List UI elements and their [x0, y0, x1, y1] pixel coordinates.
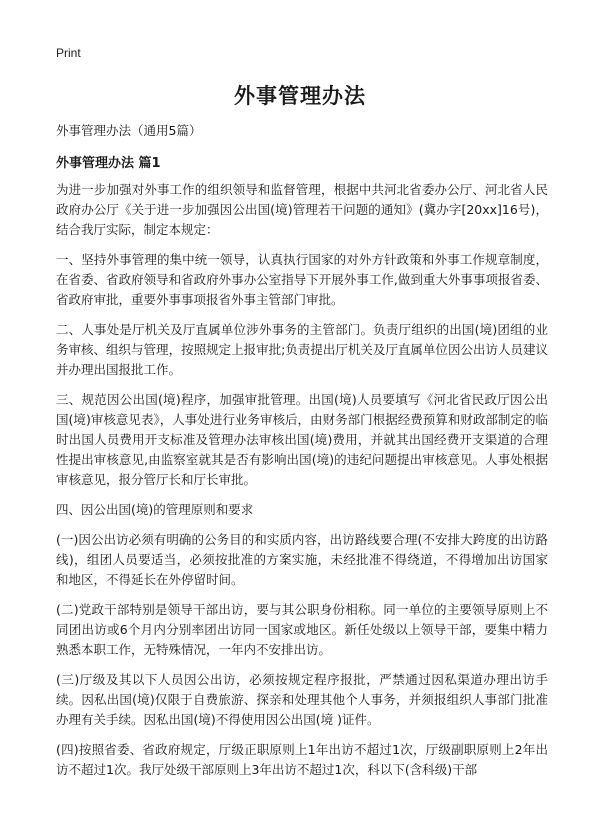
document-title: 外事管理办法: [234, 84, 366, 108]
paragraph-intro: 为进一步加强对外事工作的组织领导和监督管理，根据中共河北省委办公厅、河北省人民政府办公厅《关于进一步加强因公出国(境)管理若干问题的通知》(冀办字[20xx]16号)，结合我厅实际，制定本规定：: [56, 182, 548, 237]
document-body: [56, 180, 548, 790]
paragraph-3: 三、规范因公出国(境)程序，加强审批管理。出国(境)人员要填写《河北省民政厅因公出国(境)审核意见表》，人事处进行业务审核后，由财务部门根据经费预算和财政部制定的临时出国人员费用开支标准及管理办法审核出国(境)费用，并就其出国经费开支渠道的合理性提出审核意见,由监察室就其是否有影响出国(境)的违纪问题提出审核意见。人事处根据审核意见，报分管厅长和厅长审批。: [56, 392, 548, 487]
paragraph-4-4: (四)按照省委、省政府规定，厅级正职原则上1年出访不超过1次，厅级副职原则上2年出访不超过1次。我厅处级干部原则上3年出访不超过1次，科以下(含科级)干部: [56, 742, 548, 777]
document-subtitle: 外事管理办法（通用5篇）: [56, 123, 202, 138]
paragraph-1: 一、坚持外事管理的集中统一领导，认真执行国家的对外方针政策和外事工作规章制度，在省委、省政府领导和省政府外事办公室指导下开展外事工作,做到重大外事事项报省委、省政府审批，重要外事事项报省外事主管部门审批。: [56, 252, 548, 307]
paragraph-4-2: (二)党政干部特别是领导干部出访，要与其公职身份相称。同一单位的主要领导原则上不同团出访或6个月内分别率团出访同一国家或地区。新任处级以上领导干部，要集中精力熟悉本职工作，无特殊情况，一年内不安排出访。: [56, 602, 548, 657]
paragraph-2: 二、人事处是厅机关及厅直属单位涉外事务的主管部门。负责厅组织的出国(境)团组的业务审核、组织与管理，按照规定上报审批;负责提出厅机关及厅直属单位因公出访人员建议并办理出国报批工作。: [56, 322, 548, 377]
paragraph-4-1: (一)因公出访必须有明确的公务目的和实质内容，出访路线要合理(不安排大跨度的出访路线)，组团人员要适当，必须按批准的方案实施，未经批准不得绕道，不得增加出访国家和地区，不得延长在外停留时间。: [56, 532, 548, 587]
print-label[interactable]: Print: [56, 46, 81, 60]
section-heading: 外事管理办法 篇1: [56, 156, 161, 171]
paragraph-4-3: (三)厅级及其以下人员因公出访，必须按规定程序报批，严禁通过因私渠道办理出访手续。因私出国(境)仅限于自费旅游、探亲和处理其他个人事务，并须报组织人事部门批准办理有关手续。因私出国(境)不得使用因公出国(境 )证件。: [56, 672, 548, 727]
paragraph-4-heading: 四、因公出国(境)的管理原则和要求: [56, 502, 254, 517]
